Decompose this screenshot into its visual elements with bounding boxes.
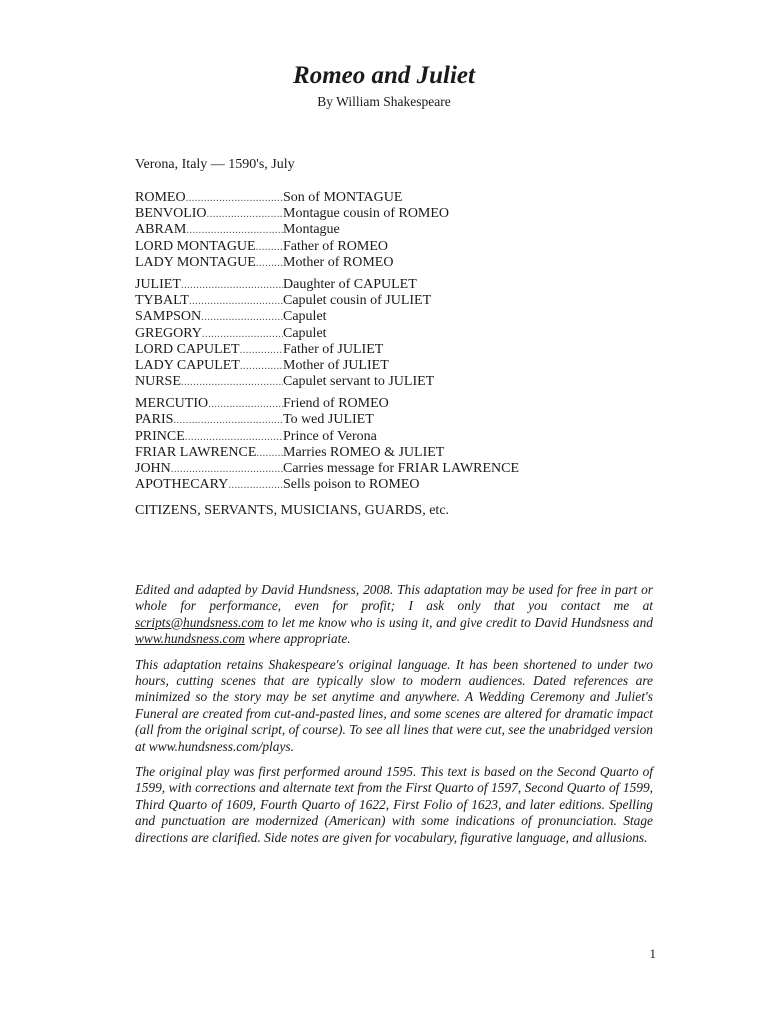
note-paragraph-3: The original play was first performed around 1595. This text is based on the Second Quarto of 1599, with corrections and alternate text from the First Quarto of 1597, Second Quarto of 1599, Third Quarto of 1609, Fourth Quarto of 1622, First Folio of 1623, and later editions. Spelling and punctuation are modernized (American) with some indications of pronunciation. Stage directions are clarified. Side notes are given for vocabulary, figurative language, and allusions. (135, 764, 653, 845)
cast-list (135, 190, 555, 519)
note-text: to let me know who is using it, and give credit to David Hundsness and (263, 614, 653, 630)
dot-leader (181, 277, 283, 293)
dot-leader (256, 255, 283, 271)
cast-row (135, 445, 555, 461)
character-name: NURSE (135, 374, 181, 390)
character-role: Montague (283, 222, 340, 238)
character-name-cell (135, 309, 283, 325)
character-name-cell (135, 445, 283, 461)
dot-leader (256, 445, 283, 461)
character-role: To wed JULIET (283, 412, 374, 428)
dot-leader (181, 374, 283, 390)
cast-row (135, 342, 555, 358)
character-name: LORD CAPULET (135, 341, 240, 357)
cast-row (135, 477, 555, 493)
character-name: PARIS (135, 412, 174, 428)
cast-row (135, 374, 555, 390)
email-link[interactable]: scripts@hundsness.com (135, 614, 264, 630)
character-role: Mother of ROMEO (283, 254, 394, 270)
character-name-cell (135, 239, 283, 255)
document-title: Romeo and Juliet (293, 62, 475, 89)
character-name: LADY MONTAGUE (135, 254, 256, 270)
author-line: By William Shakespeare (317, 94, 451, 109)
cast-row (135, 222, 555, 238)
character-role: Capulet cousin of JULIET (283, 293, 432, 309)
character-name-cell (135, 222, 283, 238)
dot-leader (171, 461, 283, 477)
cast-group (135, 277, 555, 390)
character-name: LORD MONTAGUE (135, 238, 256, 254)
cast-row (135, 277, 555, 293)
cast-row (135, 293, 555, 309)
dot-leader (202, 326, 283, 342)
note-text: where appropriate. (244, 631, 351, 647)
cast-row (135, 358, 555, 374)
setting-line: Verona, Italy — 1590's, July (135, 157, 295, 172)
cast-row (135, 255, 555, 271)
character-name: MERCUTIO (135, 396, 209, 412)
character-name: SAMPSON (135, 309, 202, 325)
character-name-cell (135, 255, 283, 271)
cast-row (135, 461, 555, 477)
character-name-cell (135, 477, 283, 493)
cast-row (135, 326, 555, 342)
character-role: Daughter of CAPULET (283, 276, 417, 292)
character-name: LADY CAPULET (135, 357, 240, 373)
character-role: Mother of JULIET (283, 357, 389, 373)
page-number: 1 (649, 946, 656, 961)
dot-leader (256, 239, 283, 255)
note-paragraph-1 (135, 582, 653, 648)
website-link[interactable]: www.hundsness.com (135, 631, 245, 647)
character-role: Capulet (283, 309, 327, 325)
character-name-cell (135, 326, 283, 342)
character-name: PRINCE (135, 428, 185, 444)
dot-leader (185, 429, 283, 445)
character-name-cell (135, 206, 283, 222)
note-paragraph-2: This adaptation retains Shakespeare's original language. It has been shortened to under two hours, cutting scenes that are typically slow to modern audiences. Dated references are minimized so the story may be set anytime and anywhere. A Wedding Ceremony and Juliet's Funeral are created from cut-and-pasted lines, and some scenes are altered for dramatic impact (all from the original script, of course). To see all lines that were cut, see the unabridged version at www.hundsness.com/plays. (135, 656, 653, 754)
cast-row (135, 309, 555, 325)
cast-row (135, 412, 555, 428)
character-name: TYBALT (135, 293, 189, 309)
cast-row (135, 190, 555, 206)
character-role: Sells poison to ROMEO (283, 477, 420, 493)
character-name-cell (135, 396, 283, 412)
character-role: Capulet servant to JULIET (283, 374, 435, 390)
dot-leader (186, 190, 283, 206)
cast-extras: CITIZENS, SERVANTS, MUSICIANS, GUARDS, etc. (135, 503, 450, 519)
character-name-cell (135, 374, 283, 390)
character-role: Montague cousin of ROMEO (283, 206, 450, 222)
character-name: GREGORY (135, 325, 202, 341)
cast-row (135, 429, 555, 445)
dot-leader (228, 477, 283, 493)
character-role: Prince of Verona (283, 428, 377, 444)
character-role: Carries message for FRIAR LAWRENCE (283, 461, 520, 476)
character-name: ABRAM (135, 222, 187, 238)
dot-leader (189, 293, 283, 309)
character-name-cell (135, 190, 283, 206)
dot-leader (208, 396, 283, 412)
dot-leader (240, 358, 283, 374)
character-role: Father of ROMEO (283, 238, 388, 254)
character-name-cell (135, 358, 283, 374)
character-name: ROMEO (135, 190, 186, 205)
character-role: Capulet (283, 325, 327, 341)
character-name-cell (135, 277, 283, 293)
editor-notes (135, 582, 653, 855)
character-name: JULIET (135, 276, 181, 292)
character-name: APOTHECARY (135, 477, 229, 493)
character-name-cell (135, 429, 283, 445)
character-role: Friend of ROMEO (283, 396, 389, 412)
character-name: BENVOLIO (135, 206, 207, 222)
character-role: Father of JULIET (283, 341, 384, 357)
dot-leader (207, 206, 283, 222)
cast-group (135, 190, 555, 271)
character-name: FRIAR LAWRENCE (135, 444, 257, 460)
dot-leader (173, 412, 283, 428)
dot-leader (186, 222, 283, 238)
character-name-cell (135, 293, 283, 309)
cast-row (135, 396, 555, 412)
dot-leader (240, 342, 283, 358)
character-name-cell (135, 412, 283, 428)
cast-row (135, 206, 555, 222)
character-name-cell (135, 461, 283, 477)
character-name-cell (135, 342, 283, 358)
dot-leader (201, 309, 283, 325)
cast-group (135, 396, 555, 493)
note-text: Edited and adapted by David Hundsness, 2008. This adaptation may be used for free in part or whole for performance, even for profit; I ask only that you contact me at (135, 582, 653, 614)
character-name: JOHN (135, 461, 171, 476)
cast-row (135, 239, 555, 255)
character-role: Marries ROMEO & JULIET (283, 444, 445, 460)
cast-groups (135, 190, 555, 493)
character-role: Son of MONTAGUE (283, 190, 403, 205)
